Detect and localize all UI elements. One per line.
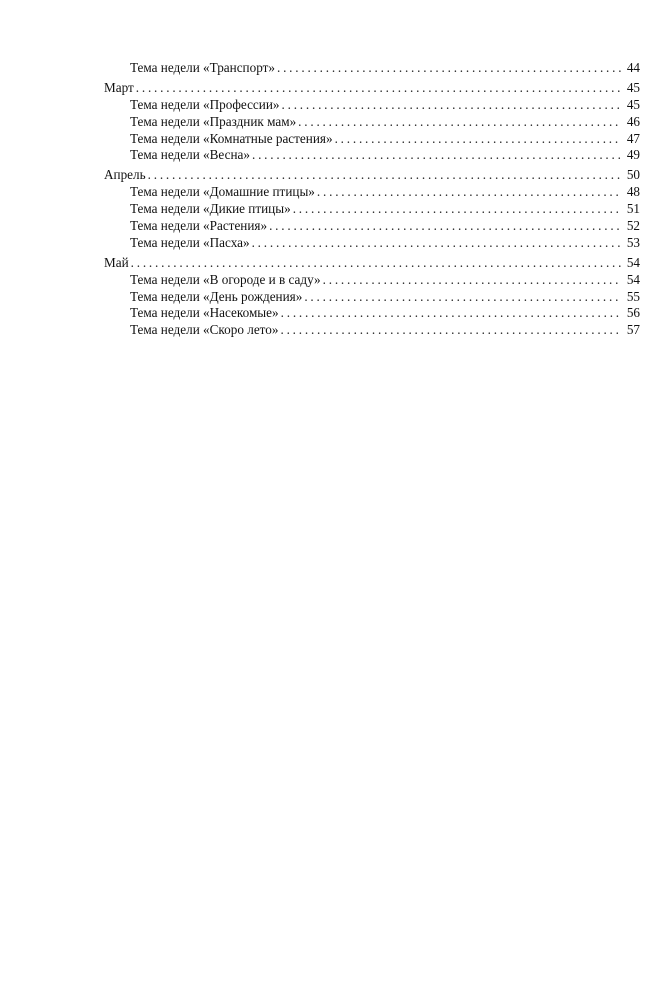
toc-entry [104, 60, 640, 77]
toc-section-heading [104, 255, 640, 272]
toc-entry-title: Тема недели «Праздник мам» [130, 113, 297, 129]
toc-section-page: 50 [626, 167, 640, 183]
dot-leader [323, 272, 621, 289]
dot-leader [293, 201, 621, 218]
toc-entry-title: Тема недели «Весна» [130, 147, 250, 163]
toc-entry [104, 184, 640, 201]
toc-entry-page: 48 [626, 184, 640, 200]
toc-entry [104, 272, 640, 289]
toc-entry-title: Тема недели «Профессии» [130, 96, 280, 112]
dot-leader [269, 218, 621, 235]
toc-entry-title: Тема недели «Комнатные растения» [130, 130, 333, 146]
dot-leader [282, 97, 622, 114]
toc-section-title: Май [104, 254, 129, 270]
dot-leader [280, 322, 621, 339]
toc-entry [104, 305, 640, 322]
dot-leader [335, 131, 621, 148]
toc-entry-page: 44 [626, 60, 640, 75]
dot-leader [148, 167, 621, 184]
toc-section-page: 45 [626, 79, 640, 95]
toc-entry [104, 201, 640, 218]
toc-group-april [104, 167, 640, 251]
toc-entry [104, 131, 640, 148]
dot-leader [252, 235, 621, 252]
toc-entry [104, 235, 640, 252]
toc-entry-page: 57 [626, 322, 640, 338]
toc-section-title: Апрель [104, 167, 146, 183]
toc-entry-title: Тема недели «Пасха» [130, 234, 250, 250]
toc-entry-page: 52 [626, 218, 640, 234]
dot-leader [277, 60, 621, 77]
toc-entry-title: Тема недели «День рождения» [130, 288, 303, 304]
toc-entry-page: 45 [626, 96, 640, 112]
toc-entry [104, 97, 640, 114]
toc-entry-title: Тема недели «Насекомые» [130, 305, 279, 321]
dot-leader [304, 289, 621, 306]
toc-entry [104, 147, 640, 164]
toc-entry [104, 114, 640, 131]
toc-entry-page: 54 [626, 271, 640, 287]
toc-entry-page: 46 [626, 113, 640, 129]
toc-entry-page: 55 [626, 288, 640, 304]
toc-entry-page: 49 [626, 147, 640, 163]
toc-entry-title: Тема недели «Скоро лето» [130, 322, 279, 338]
dot-leader [281, 305, 621, 322]
toc-entry-page: 56 [626, 305, 640, 321]
toc-entry-page: 47 [626, 130, 640, 146]
toc-section-page: 54 [626, 254, 640, 270]
toc-entry [104, 289, 640, 306]
dot-leader [131, 255, 621, 272]
dot-leader [136, 80, 621, 97]
toc-group-march [104, 80, 640, 164]
table-of-contents [104, 60, 640, 342]
dot-leader [317, 184, 621, 201]
toc-entry-title: Тема недели «Домашние птицы» [130, 184, 315, 200]
toc-section-heading [104, 80, 640, 97]
toc-entry-title: Тема недели «В огороде и в саду» [130, 271, 321, 287]
toc-entry [104, 218, 640, 235]
toc-entry-title: Тема недели «Растения» [130, 218, 268, 234]
dot-leader [252, 147, 621, 164]
toc-entry-title: Тема недели «Дикие птицы» [130, 201, 291, 217]
dot-leader [298, 114, 621, 131]
toc-section-title: Март [104, 79, 134, 95]
toc-section-heading [104, 167, 640, 184]
toc-entry [104, 322, 640, 339]
toc-group-continuation [104, 60, 640, 77]
toc-entry-title: Тема недели «Транспорт» [130, 60, 275, 75]
toc-entry-page: 53 [626, 234, 640, 250]
toc-group-may [104, 255, 640, 339]
toc-entry-page: 51 [626, 201, 640, 217]
